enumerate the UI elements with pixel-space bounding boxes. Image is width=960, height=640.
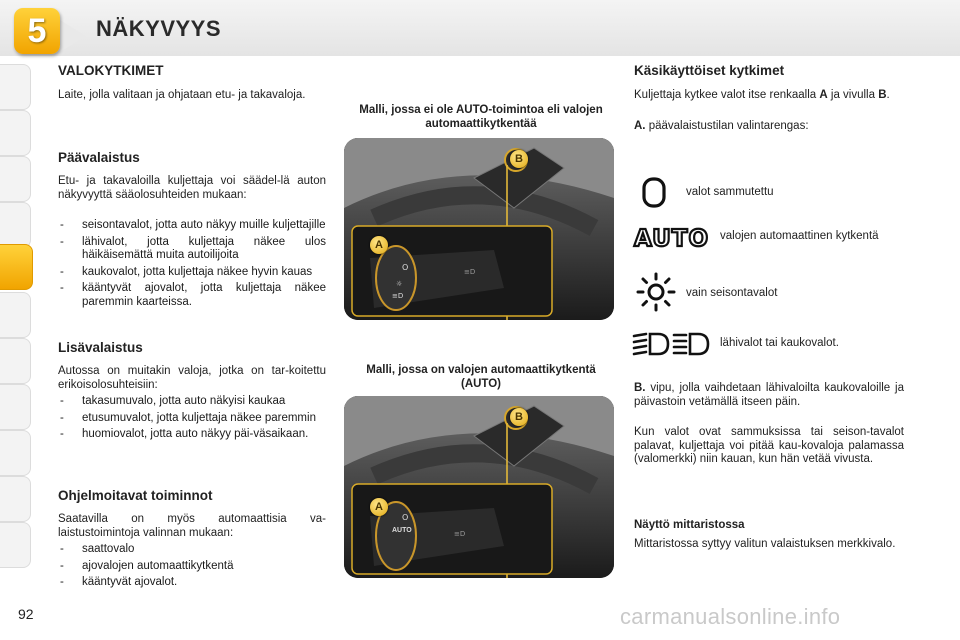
additional-lighting-text: Autossa on muitakin valoja, jotka on tar-koitettu erikoisolosuhteisiin: [58,365,326,391]
manual-switches-heading: Käsikäyttöiset kytkimet [634,63,785,78]
stalk-photo-auto [344,396,614,578]
chapter-tab-3[interactable] [0,156,31,202]
svg-text:O: O [402,263,409,272]
chapter-tab-10[interactable] [0,476,31,522]
photo-caption-auto: Malli, jossa on valojen automaattikytkentä (AUTO) [366,364,596,390]
photo-caption-no-auto: Malli, jossa ei ole AUTO-toimintoa eli valojen automaattikytkentää [359,104,603,130]
chapter-tab-11[interactable] [0,522,31,568]
svg-text:☼: ☼ [396,280,403,288]
chapter-tab-4[interactable] [0,202,31,248]
chapter-number: 5 [27,12,47,50]
lever-b-label: B. [634,382,646,394]
marker-a: A [370,236,388,254]
svg-text:≡D: ≡D [454,530,466,538]
list-item: - kääntyvät ajovalot. [58,576,326,590]
stalk-illustration [344,138,614,320]
main-lighting-text: Etu- ja takavaloilla kuljettaja voi säädel-lä auton näkyvyyttä sääolosuhteiden mukaan: [58,175,326,201]
intro-end: . [886,89,890,101]
lever-b-description [634,382,904,409]
marker-a-auto: A [370,498,388,516]
list-item: - seisontavalot, jotta auto näkyy muille kuljettajille [58,219,326,233]
display-text: Mittaristossa syttyy valitun valaistuksen merkkivalo. [634,538,896,550]
ring-a-text: päävalaistustilan valintarengas: [648,120,809,132]
programmable-list [58,543,326,593]
ring-a-label: A. [634,120,646,132]
manual-switches-intro [634,89,904,103]
svg-text:≡D: ≡D [464,268,476,276]
list-item: - kaukovalot, jotta kuljettaja näkee hyvin kauas [58,266,326,280]
stalk-auto-label: AUTO [392,527,412,534]
list-item: - huomiovalot, jotta auto näkyy päi-väsaikaan. [58,428,326,442]
legend-auto-text: valojen automaattinen kytkentä [720,230,879,242]
display-heading: Näyttö mittaristossa [634,519,745,531]
additional-lighting-list [58,395,326,445]
programmable-text: Saatavilla on myös automaattisia va-laistustoimintoja valinnan mukaan: [58,513,326,539]
marker-b: B [510,150,528,168]
flash-info-text: Kun valot ovat sammuksissa tai seison-tavalot palavat, kuljettaja voi pitää kau-kovaloja palamassa (valomerkki) niin kauan, kun hän vetää vivusta. [634,426,904,465]
chapter-tab-8[interactable] [0,384,31,430]
intro-text-mid: ja vivulla [830,89,879,101]
lever-b-text: vipu, jolla vaihdetaan lähivaloilta kaukovaloille ja päivastoin vetämällä itseen päin. [634,382,904,408]
svg-text:O: O [402,513,409,522]
chapter-tab-7[interactable] [0,338,31,384]
sidelight-icon [636,272,676,312]
stalk-photo-no-auto [344,138,614,320]
ring-a-description [634,120,904,134]
intro-ref-b: B [878,89,887,101]
list-item: - saattovalo [58,543,326,557]
main-lighting-heading: Päävalaistus [58,150,140,165]
list-item: - etusumuvalot, jotta kuljettaja näkee paremmin [58,412,326,426]
legend-off-text: valot sammutettu [686,186,774,198]
header-wedge [60,20,86,52]
chapter-tab-9[interactable] [0,430,31,476]
chapter-tab-2[interactable] [0,110,31,156]
svg-text:≡D: ≡D [392,292,404,300]
chapter-tab-6[interactable] [0,292,31,338]
list-item: - kääntyvät ajovalot, jotta kuljettaja näkee paremmin kaarteissa. [58,282,326,309]
main-lighting-list [58,219,326,312]
legend-sidelight-text: vain seisontavalot [686,287,778,299]
marker-b-auto: B [510,408,528,426]
intro-text: Kuljettaja kytkee valot itse renkaalla [634,89,820,101]
chapter-tab-5-active[interactable] [0,244,33,290]
section-intro: Laite, jolla valitaan ja ohjataan etu- ja takavaloja. [58,89,306,101]
additional-lighting-heading: Lisävalaistus [58,340,143,355]
chapter-tab-1[interactable] [0,64,31,110]
auto-text-icon: AUTO [634,226,710,252]
page-number: 92 [18,606,34,622]
programmable-heading: Ohjelmoitavat toiminnot [58,488,213,503]
legend-headlight-text: lähivalot tai kaukovalot. [720,337,839,349]
list-item: - lähivalot, jotta kuljettaja näkee ulos häikäisemättä muita autoilijoita [58,236,326,263]
list-item: - ajovalojen automaattikytkentä [58,560,326,574]
intro-ref-a: A [819,89,828,101]
stalk-illustration-auto [344,396,614,578]
off-ring-icon [640,176,670,210]
page-title: NÄKYVYYS [96,16,222,41]
section-title: VALOKYTKIMET [58,63,164,78]
watermark: carmanualsonline.info [620,604,841,629]
list-item: - takasumuvalo, jotta auto näkyisi kaukaa [58,395,326,409]
headlight-icon [632,330,712,358]
